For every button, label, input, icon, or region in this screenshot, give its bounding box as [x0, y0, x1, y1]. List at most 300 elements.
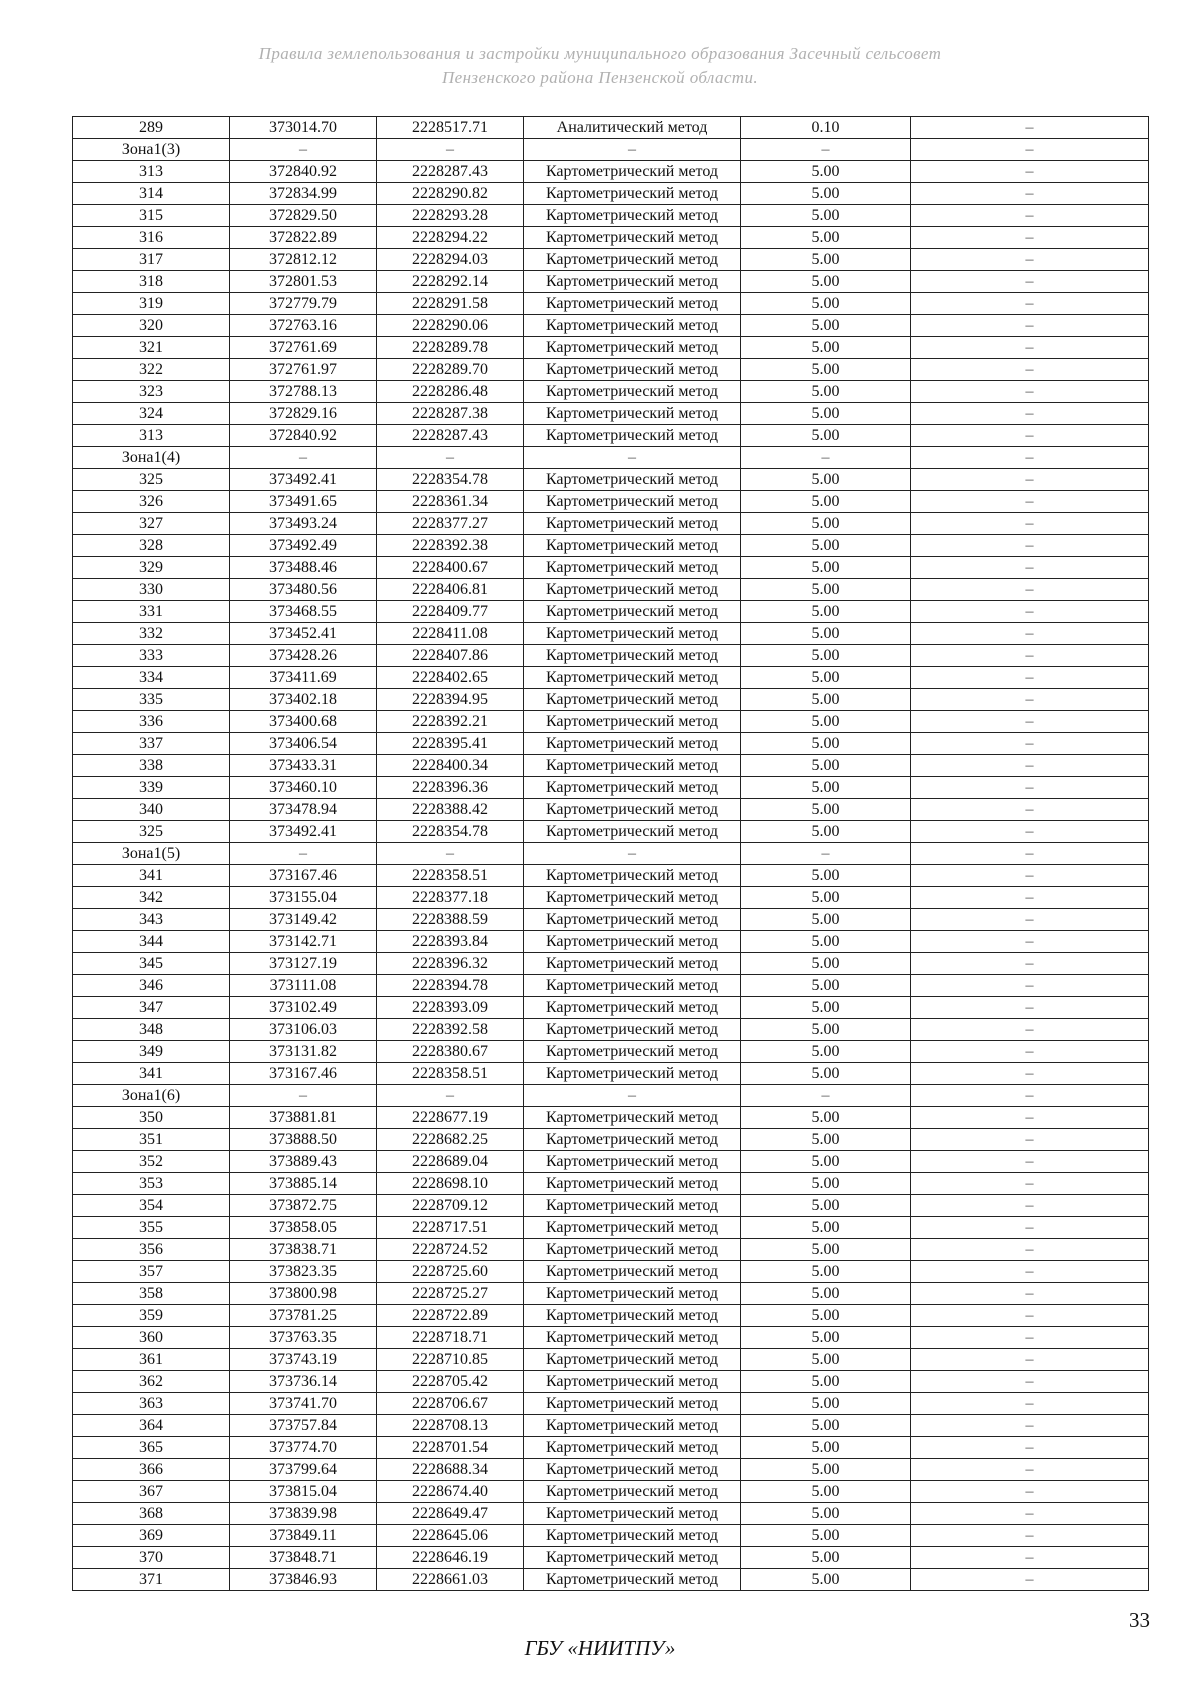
description-cell: –	[911, 117, 1149, 139]
accuracy-cell: 5.00	[741, 1151, 911, 1173]
accuracy-cell: 5.00	[741, 1371, 911, 1393]
x-coordinate-cell: –	[230, 139, 377, 161]
table-row	[73, 1195, 1149, 1217]
point-number-cell: 316	[73, 227, 230, 249]
y-coordinate-cell: 2228292.14	[377, 271, 524, 293]
description-cell: –	[911, 1525, 1149, 1547]
y-coordinate-cell: 2228400.34	[377, 755, 524, 777]
y-coordinate-cell: 2228287.43	[377, 161, 524, 183]
method-cell: Картометрический метод	[524, 205, 741, 227]
description-cell: –	[911, 843, 1149, 865]
accuracy-cell: 5.00	[741, 975, 911, 997]
method-cell: Картометрический метод	[524, 821, 741, 843]
x-coordinate-cell: 373858.05	[230, 1217, 377, 1239]
method-cell: Картометрический метод	[524, 1547, 741, 1569]
x-coordinate-cell: 373102.49	[230, 997, 377, 1019]
x-coordinate-cell: 373460.10	[230, 777, 377, 799]
y-coordinate-cell: 2228710.85	[377, 1349, 524, 1371]
y-coordinate-cell: 2228725.60	[377, 1261, 524, 1283]
point-number-cell: 371	[73, 1569, 230, 1591]
description-cell: –	[911, 359, 1149, 381]
description-cell: –	[911, 1349, 1149, 1371]
point-number-cell: 318	[73, 271, 230, 293]
point-number-cell: 355	[73, 1217, 230, 1239]
y-coordinate-cell: 2228701.54	[377, 1437, 524, 1459]
description-cell: –	[911, 975, 1149, 997]
point-number-cell: 319	[73, 293, 230, 315]
accuracy-cell: 5.00	[741, 777, 911, 799]
table-row	[73, 579, 1149, 601]
description-cell: –	[911, 1063, 1149, 1085]
description-cell: –	[911, 1371, 1149, 1393]
point-number-cell: 323	[73, 381, 230, 403]
accuracy-cell: 5.00	[741, 1019, 911, 1041]
table-row	[73, 843, 1149, 865]
description-cell: –	[911, 997, 1149, 1019]
x-coordinate-cell: 373142.71	[230, 931, 377, 953]
y-coordinate-cell: 2228290.82	[377, 183, 524, 205]
x-coordinate-cell: 372801.53	[230, 271, 377, 293]
y-coordinate-cell: 2228717.51	[377, 1217, 524, 1239]
y-coordinate-cell: 2228354.78	[377, 469, 524, 491]
accuracy-cell: 5.00	[741, 491, 911, 513]
point-number-cell: 351	[73, 1129, 230, 1151]
y-coordinate-cell: 2228677.19	[377, 1107, 524, 1129]
x-coordinate-cell: 372840.92	[230, 425, 377, 447]
x-coordinate-cell: 373757.84	[230, 1415, 377, 1437]
method-cell: Картометрический метод	[524, 777, 741, 799]
table-row	[73, 205, 1149, 227]
x-coordinate-cell: 373167.46	[230, 1063, 377, 1085]
x-coordinate-cell: 373433.31	[230, 755, 377, 777]
accuracy-cell: 5.00	[741, 271, 911, 293]
method-cell: Картометрический метод	[524, 227, 741, 249]
x-coordinate-cell: 373889.43	[230, 1151, 377, 1173]
method-cell: Картометрический метод	[524, 1173, 741, 1195]
method-cell: Картометрический метод	[524, 909, 741, 931]
accuracy-cell: 5.00	[741, 425, 911, 447]
accuracy-cell: 5.00	[741, 887, 911, 909]
y-coordinate-cell: 2228406.81	[377, 579, 524, 601]
point-number-cell: 336	[73, 711, 230, 733]
x-coordinate-cell: 372829.50	[230, 205, 377, 227]
method-cell: –	[524, 447, 741, 469]
method-cell: Картометрический метод	[524, 293, 741, 315]
accuracy-cell: 5.00	[741, 1129, 911, 1151]
table-row	[73, 227, 1149, 249]
method-cell: Картометрический метод	[524, 535, 741, 557]
y-coordinate-cell: 2228358.51	[377, 865, 524, 887]
table-row	[73, 1371, 1149, 1393]
accuracy-cell: 5.00	[741, 1217, 911, 1239]
table-row	[73, 1547, 1149, 1569]
accuracy-cell: 5.00	[741, 205, 911, 227]
method-cell: Аналитический метод	[524, 117, 741, 139]
x-coordinate-cell: 373492.41	[230, 821, 377, 843]
page-footer: ГБУ «НИИТПУ»	[524, 1636, 676, 1660]
x-coordinate-cell: 372761.69	[230, 337, 377, 359]
accuracy-cell: 5.00	[741, 161, 911, 183]
description-cell: –	[911, 1107, 1149, 1129]
y-coordinate-cell: 2228400.67	[377, 557, 524, 579]
accuracy-cell: 5.00	[741, 623, 911, 645]
method-cell: Картометрический метод	[524, 491, 741, 513]
y-coordinate-cell: 2228689.04	[377, 1151, 524, 1173]
point-number-cell: 360	[73, 1327, 230, 1349]
description-cell: –	[911, 799, 1149, 821]
point-number-cell: 317	[73, 249, 230, 271]
table-row	[73, 513, 1149, 535]
point-number-cell: 325	[73, 821, 230, 843]
accuracy-cell: 5.00	[741, 601, 911, 623]
method-cell: Картометрический метод	[524, 1437, 741, 1459]
x-coordinate-cell: 372840.92	[230, 161, 377, 183]
x-coordinate-cell: 372779.79	[230, 293, 377, 315]
accuracy-cell: 5.00	[741, 1569, 911, 1591]
table-row	[73, 1459, 1149, 1481]
method-cell: Картометрический метод	[524, 1503, 741, 1525]
method-cell: Картометрический метод	[524, 1151, 741, 1173]
x-coordinate-cell: 373127.19	[230, 953, 377, 975]
description-cell: –	[911, 909, 1149, 931]
description-cell: –	[911, 579, 1149, 601]
accuracy-cell: 5.00	[741, 1349, 911, 1371]
table-row	[73, 667, 1149, 689]
point-number-cell: 370	[73, 1547, 230, 1569]
method-cell: Картометрический метод	[524, 953, 741, 975]
accuracy-cell: 5.00	[741, 469, 911, 491]
table-row	[73, 1041, 1149, 1063]
point-number-cell: 354	[73, 1195, 230, 1217]
method-cell: Картометрический метод	[524, 1415, 741, 1437]
table-row	[73, 249, 1149, 271]
accuracy-cell: –	[741, 139, 911, 161]
method-cell: Картометрический метод	[524, 513, 741, 535]
accuracy-cell: 5.00	[741, 337, 911, 359]
accuracy-cell: 5.00	[741, 1459, 911, 1481]
description-cell: –	[911, 491, 1149, 513]
table-row	[73, 1415, 1149, 1437]
accuracy-cell: 5.00	[741, 1283, 911, 1305]
point-number-cell: 350	[73, 1107, 230, 1129]
table-row	[73, 997, 1149, 1019]
point-number-cell: 330	[73, 579, 230, 601]
accuracy-cell: –	[741, 843, 911, 865]
method-cell: Картометрический метод	[524, 1239, 741, 1261]
table-row	[73, 909, 1149, 931]
description-cell: –	[911, 1305, 1149, 1327]
accuracy-cell: 5.00	[741, 1239, 911, 1261]
y-coordinate-cell: –	[377, 139, 524, 161]
point-number-cell: 352	[73, 1151, 230, 1173]
y-coordinate-cell: 2228411.08	[377, 623, 524, 645]
point-number-cell: 366	[73, 1459, 230, 1481]
y-coordinate-cell: 2228394.95	[377, 689, 524, 711]
method-cell: Картометрический метод	[524, 931, 741, 953]
accuracy-cell: 5.00	[741, 535, 911, 557]
y-coordinate-cell: 2228291.58	[377, 293, 524, 315]
point-number-cell: 315	[73, 205, 230, 227]
method-cell: Картометрический метод	[524, 689, 741, 711]
description-cell: –	[911, 1547, 1149, 1569]
accuracy-cell: 5.00	[741, 1481, 911, 1503]
y-coordinate-cell: 2228380.67	[377, 1041, 524, 1063]
description-cell: –	[911, 623, 1149, 645]
x-coordinate-cell: 372834.99	[230, 183, 377, 205]
method-cell: Картометрический метод	[524, 1393, 741, 1415]
point-number-cell: 327	[73, 513, 230, 535]
point-number-cell: 313	[73, 161, 230, 183]
x-coordinate-cell: 373493.24	[230, 513, 377, 535]
description-cell: –	[911, 227, 1149, 249]
x-coordinate-cell: 373849.11	[230, 1525, 377, 1547]
point-number-cell: 362	[73, 1371, 230, 1393]
x-coordinate-cell: 373799.64	[230, 1459, 377, 1481]
method-cell: Картометрический метод	[524, 161, 741, 183]
x-coordinate-cell: 372761.97	[230, 359, 377, 381]
point-number-cell: 321	[73, 337, 230, 359]
y-coordinate-cell: 2228392.38	[377, 535, 524, 557]
y-coordinate-cell: 2228674.40	[377, 1481, 524, 1503]
y-coordinate-cell: –	[377, 447, 524, 469]
point-number-cell: 322	[73, 359, 230, 381]
description-cell: –	[911, 1239, 1149, 1261]
method-cell: Картометрический метод	[524, 975, 741, 997]
point-number-cell: 289	[73, 117, 230, 139]
point-number-cell: 359	[73, 1305, 230, 1327]
accuracy-cell: 5.00	[741, 1261, 911, 1283]
point-number-cell: 325	[73, 469, 230, 491]
description-cell: –	[911, 689, 1149, 711]
table-row	[73, 623, 1149, 645]
x-coordinate-cell: 373736.14	[230, 1371, 377, 1393]
y-coordinate-cell: 2228286.48	[377, 381, 524, 403]
y-coordinate-cell: 2228706.67	[377, 1393, 524, 1415]
point-number-cell: 332	[73, 623, 230, 645]
point-number-cell: 365	[73, 1437, 230, 1459]
y-coordinate-cell: 2228293.28	[377, 205, 524, 227]
table-row	[73, 777, 1149, 799]
y-coordinate-cell: 2228649.47	[377, 1503, 524, 1525]
x-coordinate-cell: 373400.68	[230, 711, 377, 733]
accuracy-cell: 0.10	[741, 117, 911, 139]
x-coordinate-cell: 373839.98	[230, 1503, 377, 1525]
description-cell: –	[911, 1195, 1149, 1217]
y-coordinate-cell: 2228722.89	[377, 1305, 524, 1327]
point-number-cell: 364	[73, 1415, 230, 1437]
x-coordinate-cell: 373111.08	[230, 975, 377, 997]
accuracy-cell: 5.00	[741, 1327, 911, 1349]
point-number-cell: 357	[73, 1261, 230, 1283]
accuracy-cell: 5.00	[741, 403, 911, 425]
description-cell: –	[911, 777, 1149, 799]
x-coordinate-cell: 373452.41	[230, 623, 377, 645]
point-number-cell: 353	[73, 1173, 230, 1195]
description-cell: –	[911, 1019, 1149, 1041]
page-number: 33	[1129, 1608, 1150, 1632]
accuracy-cell: 5.00	[741, 1415, 911, 1437]
description-cell: –	[911, 931, 1149, 953]
y-coordinate-cell: 2228517.71	[377, 117, 524, 139]
table-row	[73, 865, 1149, 887]
description-cell: –	[911, 557, 1149, 579]
y-coordinate-cell: 2228661.03	[377, 1569, 524, 1591]
method-cell: Картометрический метод	[524, 183, 741, 205]
table-row	[73, 733, 1149, 755]
description-cell: –	[911, 887, 1149, 909]
point-number-cell: 341	[73, 865, 230, 887]
y-coordinate-cell: 2228407.86	[377, 645, 524, 667]
table-row	[73, 1151, 1149, 1173]
y-coordinate-cell: 2228393.09	[377, 997, 524, 1019]
x-coordinate-cell: 373492.49	[230, 535, 377, 557]
description-cell: –	[911, 1041, 1149, 1063]
accuracy-cell: 5.00	[741, 733, 911, 755]
x-coordinate-cell: 373838.71	[230, 1239, 377, 1261]
table-row	[73, 1173, 1149, 1195]
point-number-cell: 345	[73, 953, 230, 975]
x-coordinate-cell: 372763.16	[230, 315, 377, 337]
accuracy-cell: 5.00	[741, 1393, 911, 1415]
table-row	[73, 337, 1149, 359]
point-number-cell: Зона1(3)	[73, 139, 230, 161]
method-cell: Картометрический метод	[524, 403, 741, 425]
description-cell: –	[911, 733, 1149, 755]
y-coordinate-cell: 2228361.34	[377, 491, 524, 513]
y-coordinate-cell: 2228395.41	[377, 733, 524, 755]
table-row	[73, 799, 1149, 821]
method-cell: Картометрический метод	[524, 1371, 741, 1393]
description-cell: –	[911, 1481, 1149, 1503]
y-coordinate-cell: 2228688.34	[377, 1459, 524, 1481]
table-row	[73, 1393, 1149, 1415]
description-cell: –	[911, 711, 1149, 733]
accuracy-cell: 5.00	[741, 1173, 911, 1195]
method-cell: Картометрический метод	[524, 469, 741, 491]
y-coordinate-cell: 2228287.43	[377, 425, 524, 447]
table-row	[73, 139, 1149, 161]
y-coordinate-cell: 2228289.70	[377, 359, 524, 381]
point-number-cell: 337	[73, 733, 230, 755]
method-cell: Картометрический метод	[524, 645, 741, 667]
description-cell: –	[911, 139, 1149, 161]
y-coordinate-cell: 2228392.58	[377, 1019, 524, 1041]
table-row	[73, 1085, 1149, 1107]
y-coordinate-cell: 2228705.42	[377, 1371, 524, 1393]
x-coordinate-cell: 373781.25	[230, 1305, 377, 1327]
point-number-cell: 343	[73, 909, 230, 931]
point-number-cell: 314	[73, 183, 230, 205]
point-number-cell: 313	[73, 425, 230, 447]
description-cell: –	[911, 1261, 1149, 1283]
y-coordinate-cell: 2228396.36	[377, 777, 524, 799]
x-coordinate-cell: 373885.14	[230, 1173, 377, 1195]
method-cell: Картометрический метод	[524, 1569, 741, 1591]
table-row	[73, 821, 1149, 843]
accuracy-cell: –	[741, 447, 911, 469]
y-coordinate-cell: –	[377, 843, 524, 865]
method-cell: Картометрический метод	[524, 359, 741, 381]
description-cell: –	[911, 1415, 1149, 1437]
table-row	[73, 381, 1149, 403]
table-row	[73, 293, 1149, 315]
description-cell: –	[911, 315, 1149, 337]
y-coordinate-cell: 2228718.71	[377, 1327, 524, 1349]
y-coordinate-cell: 2228287.38	[377, 403, 524, 425]
coordinates-table-body	[73, 117, 1149, 1591]
x-coordinate-cell: 373428.26	[230, 645, 377, 667]
x-coordinate-cell: 373800.98	[230, 1283, 377, 1305]
table-row	[73, 1503, 1149, 1525]
accuracy-cell: 5.00	[741, 293, 911, 315]
method-cell: Картометрический метод	[524, 1261, 741, 1283]
y-coordinate-cell: 2228724.52	[377, 1239, 524, 1261]
description-cell: –	[911, 1459, 1149, 1481]
description-cell: –	[911, 381, 1149, 403]
method-cell: Картометрический метод	[524, 799, 741, 821]
accuracy-cell: 5.00	[741, 1503, 911, 1525]
x-coordinate-cell: 373131.82	[230, 1041, 377, 1063]
table-row	[73, 1327, 1149, 1349]
table-row	[73, 887, 1149, 909]
method-cell: Картометрический метод	[524, 733, 741, 755]
table-row	[73, 403, 1149, 425]
point-number-cell: 344	[73, 931, 230, 953]
table-row	[73, 931, 1149, 953]
description-cell: –	[911, 535, 1149, 557]
table-row	[73, 117, 1149, 139]
point-number-cell: 368	[73, 1503, 230, 1525]
x-coordinate-cell: –	[230, 447, 377, 469]
method-cell: Картометрический метод	[524, 1041, 741, 1063]
description-cell: –	[911, 1173, 1149, 1195]
description-cell: –	[911, 645, 1149, 667]
method-cell: Картометрический метод	[524, 1305, 741, 1327]
x-coordinate-cell: 373763.35	[230, 1327, 377, 1349]
method-cell: Картометрический метод	[524, 997, 741, 1019]
description-cell: –	[911, 447, 1149, 469]
header-line-1: Правила землепользования и застройки муниципального образования Засечный сельсовет	[258, 44, 942, 63]
accuracy-cell: 5.00	[741, 711, 911, 733]
x-coordinate-cell: 372788.13	[230, 381, 377, 403]
method-cell: Картометрический метод	[524, 1019, 741, 1041]
point-number-cell: 326	[73, 491, 230, 513]
accuracy-cell: 5.00	[741, 645, 911, 667]
description-cell: –	[911, 337, 1149, 359]
x-coordinate-cell: 373492.41	[230, 469, 377, 491]
point-number-cell: 346	[73, 975, 230, 997]
description-cell: –	[911, 425, 1149, 447]
table-row	[73, 1569, 1149, 1591]
table-row	[73, 1437, 1149, 1459]
y-coordinate-cell: 2228709.12	[377, 1195, 524, 1217]
accuracy-cell: 5.00	[741, 755, 911, 777]
accuracy-cell: 5.00	[741, 865, 911, 887]
method-cell: Картометрический метод	[524, 579, 741, 601]
accuracy-cell: 5.00	[741, 909, 911, 931]
x-coordinate-cell: 373881.81	[230, 1107, 377, 1129]
table-row	[73, 953, 1149, 975]
method-cell: Картометрический метод	[524, 1327, 741, 1349]
accuracy-cell: 5.00	[741, 359, 911, 381]
accuracy-cell: 5.00	[741, 1305, 911, 1327]
y-coordinate-cell: 2228645.06	[377, 1525, 524, 1547]
accuracy-cell: 5.00	[741, 799, 911, 821]
point-number-cell: Зона1(4)	[73, 447, 230, 469]
x-coordinate-cell: 373872.75	[230, 1195, 377, 1217]
method-cell: Картометрический метод	[524, 1459, 741, 1481]
method-cell: Картометрический метод	[524, 887, 741, 909]
